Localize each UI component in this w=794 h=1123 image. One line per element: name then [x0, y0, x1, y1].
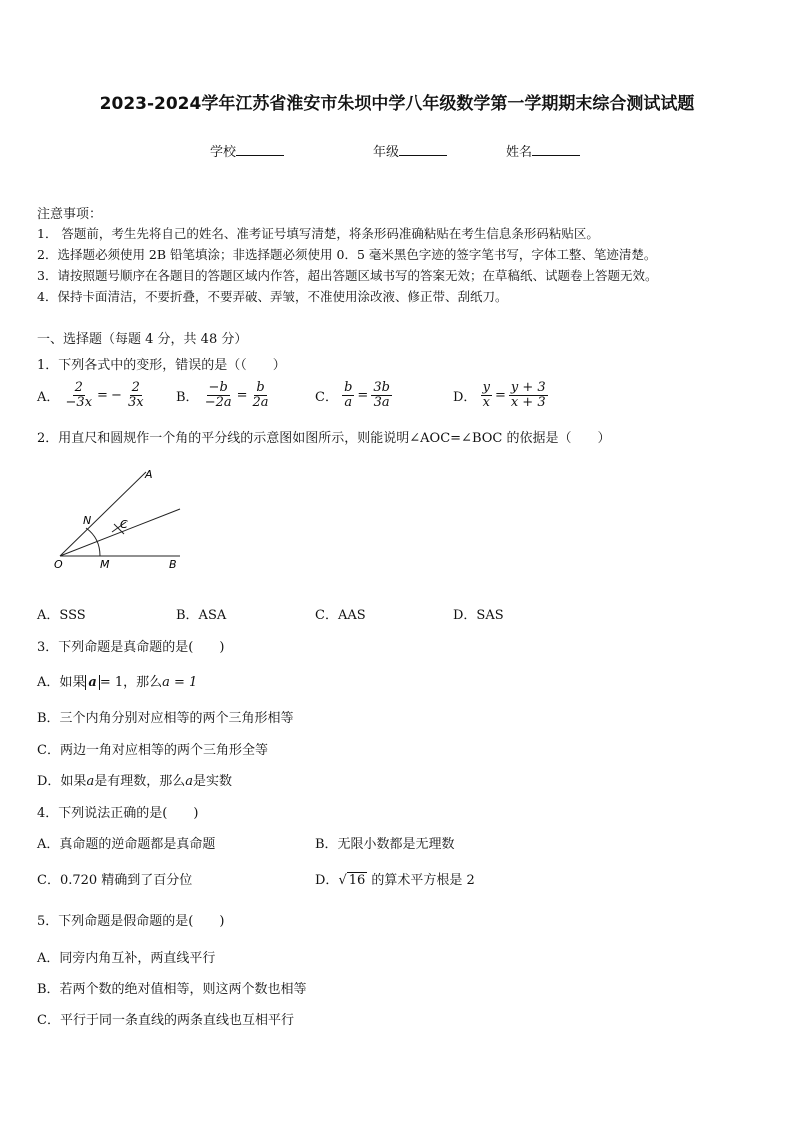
- q3-d-var2: a: [185, 774, 193, 789]
- label-m: M: [100, 558, 110, 571]
- q1-c-r-num: 3b: [373, 380, 390, 395]
- name-blank[interactable]: [532, 143, 580, 156]
- q4-option-a[interactable]: A．真命题的逆命题都是真命题: [37, 837, 216, 852]
- q1-a-l-num: 2: [74, 380, 83, 395]
- q1-option-a[interactable]: [37, 381, 146, 410]
- q4-stem: 4．下列说法正确的是( ): [37, 806, 199, 821]
- q4-option-d[interactable]: [315, 869, 475, 888]
- q1-c-label: C．: [315, 390, 338, 405]
- q1-b-l-num: −b: [208, 380, 228, 395]
- sqrt-icon: √: [338, 873, 347, 888]
- q3-stem: 3．下列命题是真命题的是( ): [37, 640, 225, 655]
- q1-d-l-num: y: [482, 380, 490, 395]
- q1-c-left-frac: [342, 381, 354, 410]
- q1-option-b[interactable]: [176, 381, 271, 410]
- school-blank[interactable]: [236, 143, 284, 156]
- label-b: B: [169, 558, 177, 571]
- q1-d-left-frac: [481, 381, 492, 410]
- q1-c-l-den: a: [344, 395, 353, 410]
- q1-b-right-frac: [251, 381, 271, 410]
- q2-option-d[interactable]: D．SAS: [453, 608, 504, 623]
- q2-option-a[interactable]: A．SSS: [37, 608, 86, 623]
- q4-option-c[interactable]: C．0.720 精确到了百分位: [37, 873, 193, 888]
- note-item-1: 1． 答题前，考生先将自己的姓名、准考证号填写清楚，将条形码准确粘贴在考生信息条形码粘贴区。: [37, 226, 599, 241]
- q1-stem: 1．下列各式中的变形，错误的是（（ ）: [37, 358, 286, 373]
- ray-oc: [60, 509, 180, 556]
- q2-stem: 2．用直尺和圆规作一个角的平分线的示意图如图所示，则能说明∠AOC=∠BOC 的依据是（ ）: [37, 431, 611, 446]
- q4-d-prefix: D．: [315, 873, 339, 888]
- ray-oa: [60, 472, 146, 556]
- q4-d-end: 的算术平方根是 2: [371, 873, 475, 888]
- notes-heading: 注意事项：: [37, 207, 103, 222]
- angle-bisector-figure: [48, 462, 198, 574]
- q3-option-a[interactable]: [37, 671, 197, 690]
- q5-option-a[interactable]: A．同旁内角互补，两直线平行: [37, 951, 216, 966]
- label-o: O: [54, 558, 63, 571]
- q3-a-middle: = 1，那么: [99, 675, 163, 690]
- q1-b-r-num: b: [256, 380, 265, 395]
- q3-a-end: a = 1: [162, 675, 198, 690]
- q1-a-neg: −: [110, 388, 122, 403]
- q1-b-label: B．: [176, 390, 199, 405]
- q3-a-prefix: A．如果: [37, 675, 86, 690]
- label-c: C: [120, 518, 128, 531]
- q1-c-l-num: b: [344, 380, 353, 395]
- grade-blank[interactable]: [399, 143, 447, 156]
- label-n: N: [83, 514, 92, 527]
- school-label: 学校: [210, 145, 237, 160]
- q1-b-eq: =: [236, 388, 248, 403]
- q5-option-b[interactable]: B．若两个数的绝对值相等，则这两个数也相等: [37, 982, 307, 997]
- q1-d-right-frac: [509, 381, 548, 410]
- q1-a-r-den: 3x: [127, 395, 144, 410]
- q1-a-r-num: 2: [131, 380, 140, 395]
- q1-d-r-den: x + 3: [510, 395, 546, 410]
- q1-b-l-den: −2a: [204, 395, 232, 410]
- q1-a-right-frac: [126, 381, 146, 410]
- q4-d-radicand: 16: [348, 873, 366, 888]
- q3-option-c[interactable]: C．两边一角对应相等的两个三角形全等: [37, 743, 268, 758]
- q5-stem: 5．下列命题是假命题的是( ): [37, 914, 225, 929]
- exam-title: 2023-2024学年江苏省淮安市朱坝中学八年级数学第一学期期末综合测试试题: [99, 94, 695, 114]
- q3-d-var1: a: [86, 774, 95, 789]
- q3-d-prefix: D．如果: [37, 774, 87, 789]
- label-a: A: [145, 468, 153, 481]
- q1-a-left-frac: [64, 381, 95, 410]
- q1-d-l-den: x: [482, 395, 490, 410]
- q3-option-d[interactable]: [37, 770, 232, 789]
- grade-label: 年级: [373, 145, 400, 160]
- compass-arc: [86, 528, 100, 556]
- q3-d-middle: 是有理数，那么: [94, 774, 186, 789]
- q2-option-b[interactable]: B．ASA: [176, 608, 227, 623]
- q1-option-c[interactable]: [315, 381, 392, 410]
- q5-option-c[interactable]: C．平行于同一条直线的两条直线也互相平行: [37, 1013, 294, 1028]
- q4-option-b[interactable]: B．无限小数都是无理数: [315, 837, 455, 852]
- section-heading: 一、选择题（每题 4 分，共 48 分）: [37, 332, 248, 347]
- note-item-2: 2．选择题必须使用 2B 铅笔填涂；非选择题必须使用 0．5 毫米黑色字迹的签字笔书写，字体工整、笔迹清楚。: [37, 247, 657, 262]
- q1-d-label: D．: [453, 390, 477, 405]
- q3-d-end: 是实数: [192, 774, 232, 789]
- q1-b-r-den: 2a: [252, 395, 269, 410]
- q1-a-l-den: −3x: [65, 395, 93, 410]
- q1-c-r-den: 3a: [373, 395, 390, 410]
- q1-c-eq: =: [357, 388, 369, 403]
- q1-a-eq: =: [97, 388, 108, 403]
- name-field[interactable]: [506, 141, 580, 160]
- q1-a-label: A．: [37, 390, 60, 405]
- school-field[interactable]: [210, 141, 284, 160]
- q1-c-right-frac: [371, 381, 392, 410]
- q3-a-abs-var: a: [85, 675, 99, 690]
- q1-b-left-frac: [203, 381, 234, 410]
- grade-field[interactable]: [373, 141, 447, 160]
- q1-option-d[interactable]: [453, 381, 548, 410]
- q1-d-eq: =: [494, 388, 506, 403]
- note-item-3: 3．请按照题号顺序在各题目的答题区域内作答，超出答题区域书写的答案无效；在草稿纸、试题卷上答题无效。: [37, 268, 658, 283]
- q3-option-b[interactable]: B．三个内角分别对应相等的两个三角形相等: [37, 711, 294, 726]
- name-label: 姓名: [506, 145, 533, 160]
- note-item-4: 4．保持卡面清洁，不要折叠，不要弄破、弄皱，不准使用涂改液、修正带、刮纸刀。: [37, 289, 508, 304]
- q1-d-r-num: y + 3: [510, 380, 546, 395]
- q2-option-c[interactable]: C．AAS: [315, 608, 366, 623]
